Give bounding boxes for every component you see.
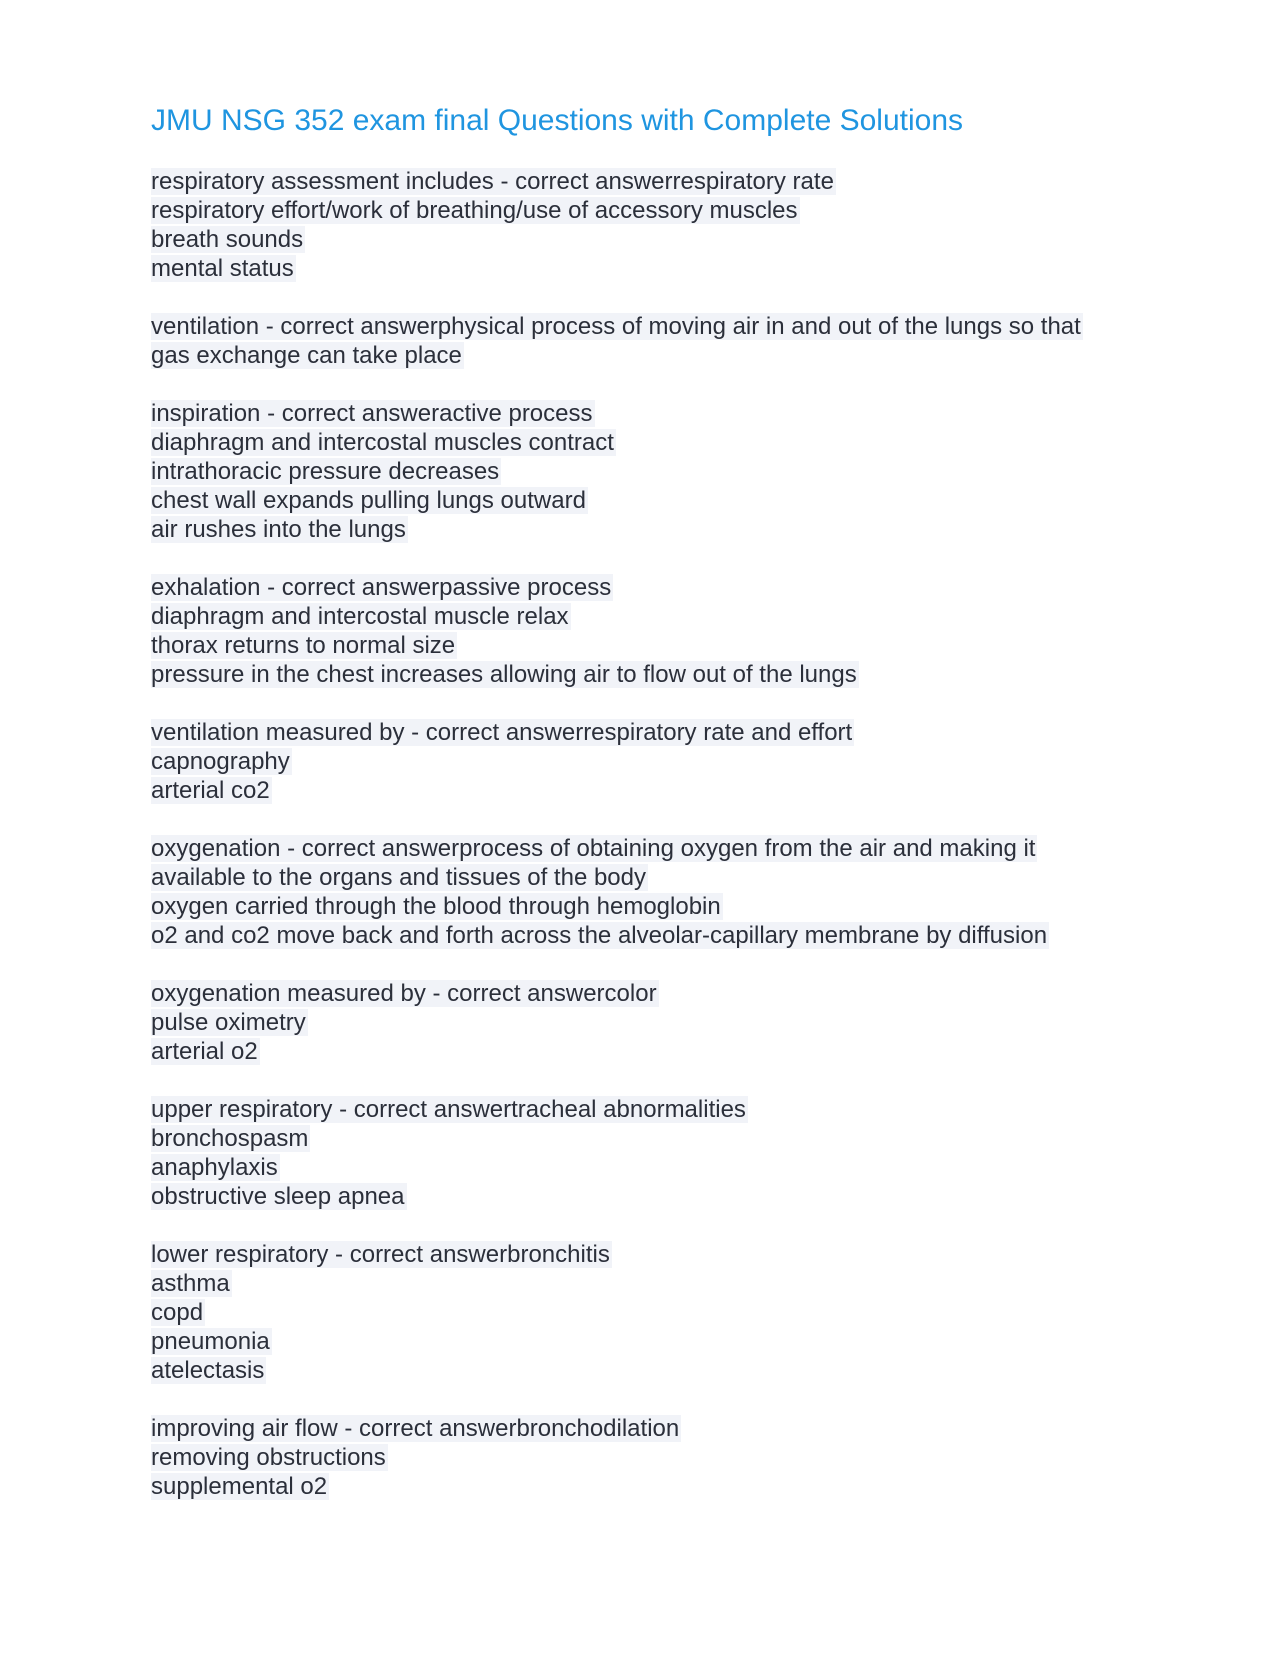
qa-block-ventilation-measured [151,718,1151,805]
qa-block-improving-air-flow [151,1414,1151,1501]
text-line: lower respiratory - correct answerbronchitis [151,1241,610,1268]
text-line: diaphragm and intercostal muscle relax [151,603,569,630]
text-line: breath sounds [151,226,304,253]
qa-block-inspiration [151,399,1151,544]
text-line: gas exchange can take place [151,342,462,369]
text-line: respiratory effort/work of breathing/use of accessory muscles [151,197,798,224]
text-line: arterial o2 [151,1038,258,1065]
text-line: upper respiratory - correct answertracheal abnormalities [151,1096,746,1123]
qa-block-oxygenation [151,834,1151,950]
qa-block-ventilation [151,312,1151,370]
text-line: removing obstructions [151,1444,386,1471]
text-line: capnography [151,748,290,775]
text-line: o2 and co2 move back and forth across the alveolar-capillary membrane by diffusion [151,922,1048,949]
text-line: obstructive sleep apnea [151,1183,405,1210]
text-line: chest wall expands pulling lungs outward [151,487,586,514]
text-line: ventilation - correct answerphysical process of moving air in and out of the lungs so that [151,313,1081,340]
text-line: copd [151,1299,204,1326]
text-line: pressure in the chest increases allowing air to flow out of the lungs [151,661,857,688]
text-line: ventilation measured by - correct answerrespiratory rate and effort [151,719,853,746]
text-line: oxygenation - correct answerprocess of obtaining oxygen from the air and making it [151,835,1036,862]
text-line: improving air flow - correct answerbronchodilation [151,1415,680,1442]
text-line: available to the organs and tissues of the body [151,864,646,891]
text-line: supplemental o2 [151,1473,328,1500]
text-line: exhalation - correct answerpassive process [151,574,612,601]
text-line: bronchospasm [151,1125,309,1152]
text-line: thorax returns to normal size [151,632,456,659]
text-line: inspiration - correct answeractive process [151,400,593,427]
qa-block-lower-respiratory [151,1240,1151,1385]
text-line: pulse oximetry [151,1009,306,1036]
text-line: anaphylaxis [151,1154,278,1181]
document-title: JMU NSG 352 exam final Questions with Complete Solutions [151,104,964,137]
qa-block-oxygenation-measured [151,979,1151,1066]
document-body [151,167,1151,1530]
text-line: air rushes into the lungs [151,516,406,543]
text-line: atelectasis [151,1357,265,1384]
text-line: respiratory assessment includes - correct answerrespiratory rate [151,168,834,195]
qa-block-respiratory-assessment [151,167,1151,283]
qa-block-exhalation [151,573,1151,689]
text-line: oxygenation measured by - correct answercolor [151,980,657,1007]
text-line: asthma [151,1270,230,1297]
text-line: diaphragm and intercostal muscles contract [151,429,614,456]
text-line: intrathoracic pressure decreases [151,458,500,485]
qa-block-upper-respiratory [151,1095,1151,1211]
text-line: mental status [151,255,294,282]
text-line: oxygen carried through the blood through hemoglobin [151,893,721,920]
text-line: pneumonia [151,1328,270,1355]
text-line: arterial co2 [151,777,270,804]
